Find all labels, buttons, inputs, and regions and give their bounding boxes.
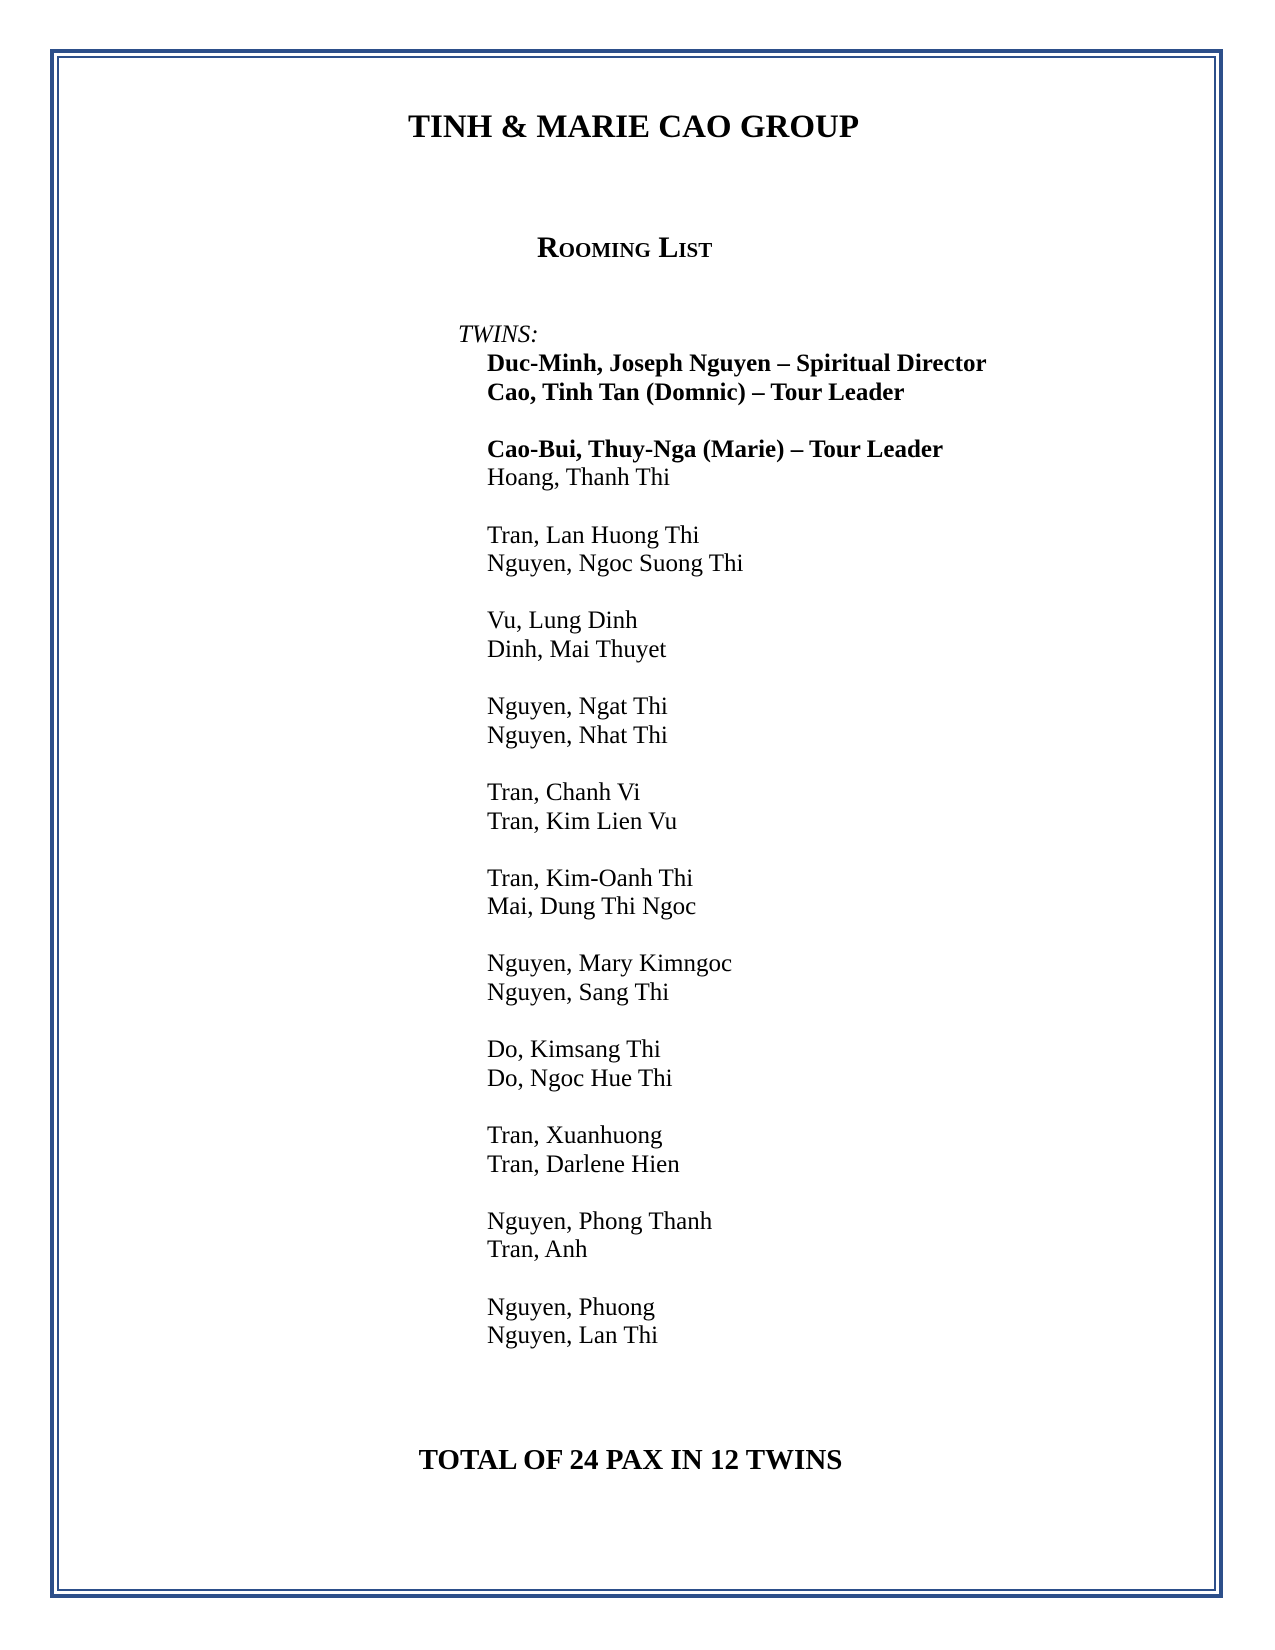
occupant-name: Tran, Chanh Vi xyxy=(487,778,641,806)
occupant-name: Duc-Minh, Joseph Nguyen – Spiritual Director xyxy=(487,350,987,377)
rooming-list-heading: Rooming List xyxy=(537,231,713,264)
room-entry xyxy=(487,1036,987,1093)
room-entry xyxy=(487,522,987,579)
occupant-name: Do, Ngoc Hue Thi xyxy=(487,1064,673,1092)
room-entry xyxy=(487,693,987,750)
occupant-name: Nguyen, Sang Thi xyxy=(487,979,670,1007)
room-entry xyxy=(487,1208,987,1265)
room-entry xyxy=(487,1294,987,1351)
room-entry xyxy=(487,779,987,836)
occupant-name: Nguyen, Phong Thanh xyxy=(487,1207,713,1235)
rooms-list xyxy=(487,350,987,1379)
group-title: TINH & MARIE CAO GROUP xyxy=(408,109,859,145)
occupant-name: Tran, Kim Lien Vu xyxy=(487,807,678,835)
occupant-name: Do, Kimsang Thi xyxy=(487,1036,661,1064)
room-entry xyxy=(487,1122,987,1179)
room-entry xyxy=(487,436,987,493)
occupant-name: Tran, Kim-Oanh Thi xyxy=(487,864,694,892)
room-entry xyxy=(487,350,987,407)
occupant-name: Nguyen, Nhat Thi xyxy=(487,721,668,749)
occupant-name: Nguyen, Lan Thi xyxy=(487,1322,659,1350)
occupant-name: Tran, Anh xyxy=(487,1236,588,1264)
room-entry xyxy=(487,607,987,664)
occupant-name: Nguyen, Ngoc Suong Thi xyxy=(487,550,744,578)
occupant-name: Dinh, Mai Thuyet xyxy=(487,635,667,663)
total-summary: TOTAL OF 24 PAX IN 12 TWINS xyxy=(418,1444,843,1476)
occupant-name: Nguyen, Mary Kimngoc xyxy=(487,950,733,978)
occupant-name: Mai, Dung Thi Ngoc xyxy=(487,893,697,921)
occupant-name: Nguyen, Ngat Thi xyxy=(487,693,668,721)
twins-section-label: TWINS: xyxy=(458,321,539,348)
occupant-name: Nguyen, Phuong xyxy=(487,1293,656,1321)
room-entry xyxy=(487,950,987,1007)
occupant-name: Tran, Lan Huong Thi xyxy=(487,521,700,549)
occupant-name: Cao, Tinh Tan (Domnic) – Tour Leader xyxy=(487,378,905,406)
room-entry xyxy=(487,865,987,922)
occupant-name: Tran, Xuanhuong xyxy=(487,1122,663,1150)
occupant-name: Hoang, Thanh Thi xyxy=(487,464,671,492)
occupant-name: Tran, Darlene Hien xyxy=(487,1150,680,1178)
occupant-name: Vu, Lung Dinh xyxy=(487,607,638,635)
occupant-name: Cao-Bui, Thuy-Nga (Marie) – Tour Leader xyxy=(487,435,944,463)
